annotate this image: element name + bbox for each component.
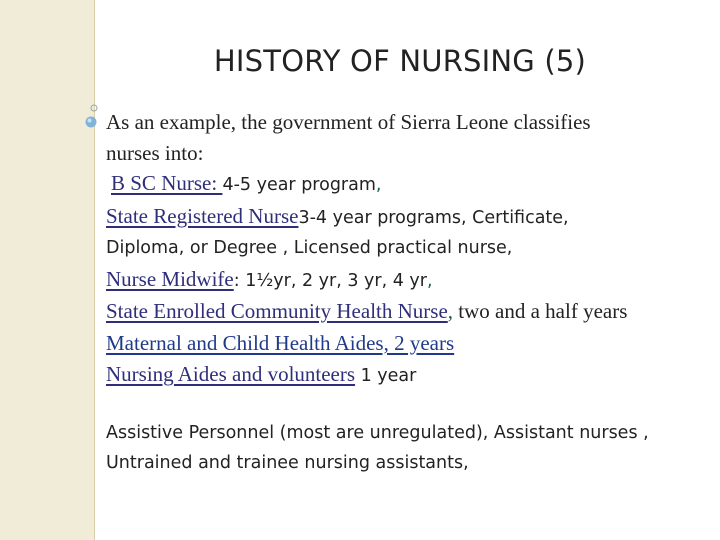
slide-title: HISTORY OF NURSING (5) — [213, 44, 587, 78]
item-link-nursing-aides[interactable]: Nursing Aides and volunteers — [106, 362, 356, 386]
footer-line-1: Assistive Personnel (most are unregulated), Assistant nurses , — [106, 422, 649, 443]
item-link-maternal-child-health-aides[interactable]: Maternal and Child Health Aides, 2 years — [106, 330, 455, 355]
slide-body — [106, 107, 716, 479]
item-detail: : 1½yr, 2 yr, 3 yr, 4 yr — [233, 270, 427, 291]
list-item — [106, 296, 716, 328]
item-link-state-enrolled-chn[interactable]: State Enrolled Community Health Nurse — [106, 299, 448, 323]
bullet-icon — [85, 104, 99, 130]
intro-line-2: nurses into: — [106, 140, 204, 165]
item-link-nurse-midwife[interactable]: Nurse Midwife — [106, 266, 234, 291]
item-trail: , — [426, 270, 433, 291]
list-item — [106, 168, 716, 201]
list-item — [106, 264, 716, 297]
list-item — [106, 359, 716, 392]
item-detail: 1 year — [355, 366, 417, 386]
item-detail-continued: Diploma, or Degree , Licensed practical nurse, — [106, 238, 513, 258]
list-item — [106, 328, 716, 360]
item-detail: two and a half years — [453, 299, 628, 323]
item-detail: 4-5 year program — [222, 175, 376, 195]
list-item — [106, 201, 716, 234]
footer-line-2: Untrained and trainee nursing assistants, — [106, 453, 469, 473]
item-link-bsc-nurse[interactable]: B SC Nurse: — [111, 171, 223, 195]
item-link-state-registered-nurse[interactable]: State Registered Nurse — [106, 203, 299, 228]
decorative-side-band — [0, 0, 95, 540]
spacer — [106, 392, 716, 418]
item-detail: 3-4 year programs, Certificate, — [298, 207, 569, 228]
item-trail: , — [447, 299, 454, 323]
item-trail: , — [375, 175, 382, 195]
intro-line-1: As an example, the government of Sierra Leone classifies — [106, 110, 591, 134]
